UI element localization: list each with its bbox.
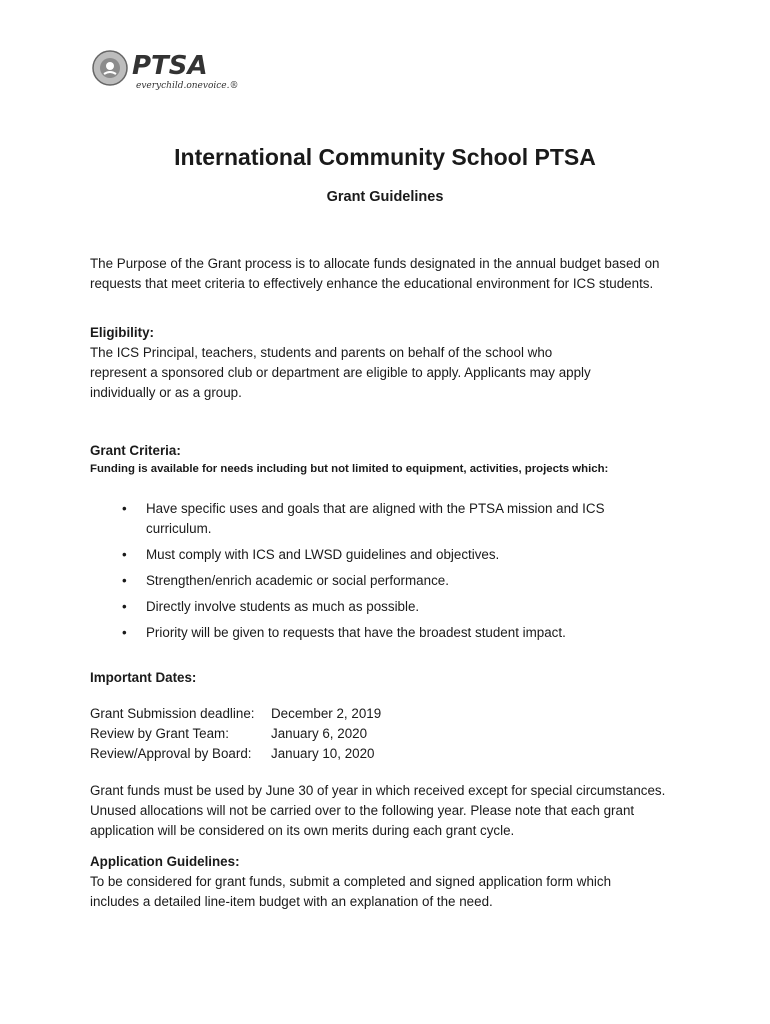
date-row [90, 744, 381, 764]
date-value: January 10, 2020 [271, 746, 375, 761]
date-row [90, 724, 381, 744]
dates-table [90, 704, 381, 764]
criteria-heading: Grant Criteria: [90, 443, 181, 458]
dates-heading: Important Dates: [90, 670, 197, 685]
criteria-item-text: Directly involve students as much as possible. [146, 599, 420, 614]
date-label: Review by Grant Team: [90, 726, 229, 741]
criteria-subheading: Funding is available for needs including but not limited to equipment, activities, projects which: [90, 463, 609, 475]
bullet-icon: • [122, 599, 127, 614]
date-label: Grant Submission deadline: [90, 706, 255, 721]
criteria-item-text: Strengthen/enrich academic or social performance. [146, 573, 449, 588]
bullet-icon: • [122, 501, 127, 516]
bullet-icon: • [122, 625, 127, 640]
criteria-item-text: Have specific uses and goals that are aligned with the PTSA mission and ICS curriculum. [146, 501, 605, 536]
usage-paragraph: Grant funds must be used by June 30 of year in which received except for special circumstances. Unused allocations will not be carried over to the following year. Please note that each grant application will be considered on its own merits during each grant cycle. [90, 783, 666, 838]
criteria-item [122, 499, 642, 539]
application-paragraph: To be considered for grant funds, submit a completed and signed application form which includes a detailed line-item budget with an explanation of the need. [90, 874, 612, 909]
logo-tagline: everychild.onevoice.® [136, 81, 239, 91]
criteria-item-text: Priority will be given to requests that have the broadest student impact. [146, 625, 566, 640]
date-value: December 2, 2019 [271, 706, 382, 721]
eligibility-paragraph: The ICS Principal, teachers, students and parents on behalf of the school who represent a sponsored club or department are eligible to apply. Applicants may apply individually or as a group. [90, 345, 591, 400]
date-row [90, 704, 381, 724]
bullet-icon: • [122, 547, 127, 562]
date-value: January 6, 2020 [271, 726, 368, 741]
criteria-list [122, 499, 642, 649]
criteria-item [122, 571, 642, 591]
ptsa-logo-mark [90, 44, 250, 94]
ptsa-logo [90, 44, 250, 94]
page-title: International Community School PTSA [174, 144, 596, 170]
criteria-item [122, 597, 642, 617]
eligibility-heading: Eligibility: [90, 325, 154, 340]
application-heading: Application Guidelines: [90, 854, 240, 869]
criteria-item [122, 623, 642, 643]
criteria-item-text: Must comply with ICS and LWSD guidelines and objectives. [146, 547, 500, 562]
criteria-item [122, 545, 642, 565]
date-label: Review/Approval by Board: [90, 746, 252, 761]
bullet-icon: • [122, 573, 127, 588]
page-subtitle: Grant Guidelines [326, 189, 444, 205]
logo-wordmark: PTSA [132, 51, 208, 81]
purpose-paragraph: The Purpose of the Grant process is to allocate funds designated in the annual budget based on requests that meet criteria to effectively enhance the educational environment for ICS students. [90, 256, 660, 291]
